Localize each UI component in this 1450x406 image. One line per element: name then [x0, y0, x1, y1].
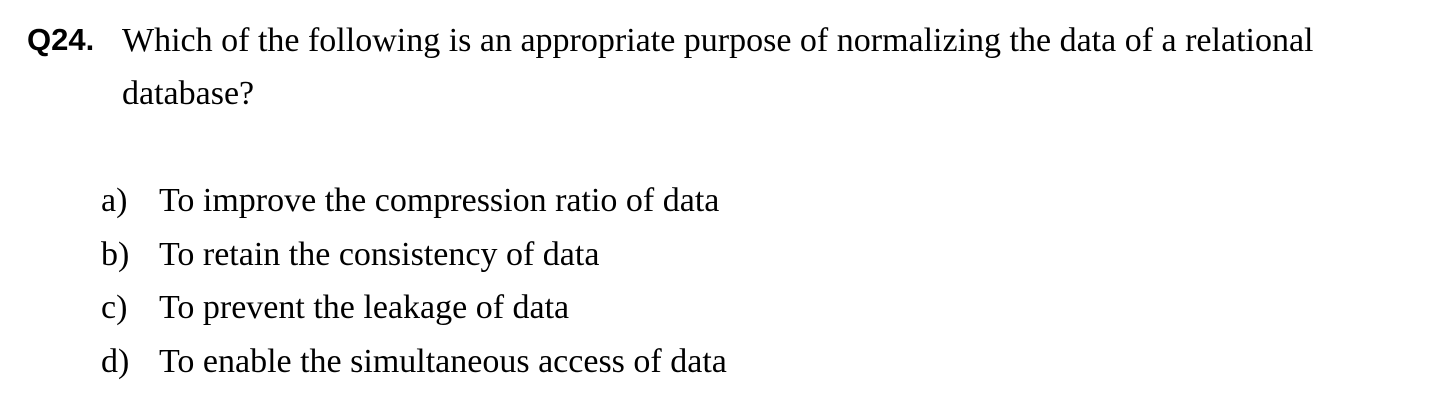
- option-letter: c): [101, 289, 128, 326]
- option-letter: a): [101, 182, 128, 219]
- option-letter: d): [101, 342, 130, 380]
- option-c[interactable]: [101, 281, 727, 335]
- option-text: To improve the compression ratio of data: [159, 182, 720, 219]
- option-text: To retain the consistency of data: [159, 235, 600, 273]
- question-text: Which of the following is an appropriate purpose of normalizing the data of a relational database?: [122, 22, 1314, 112]
- option-a[interactable]: [101, 174, 727, 228]
- option-letter: b): [101, 235, 130, 273]
- question-number: Q24.: [27, 22, 95, 57]
- option-text: To enable the simultaneous access of data: [159, 342, 727, 380]
- answer-options: [101, 174, 727, 388]
- option-d[interactable]: [101, 335, 727, 389]
- option-text: To prevent the leakage of data: [159, 289, 570, 326]
- option-b[interactable]: [101, 228, 727, 282]
